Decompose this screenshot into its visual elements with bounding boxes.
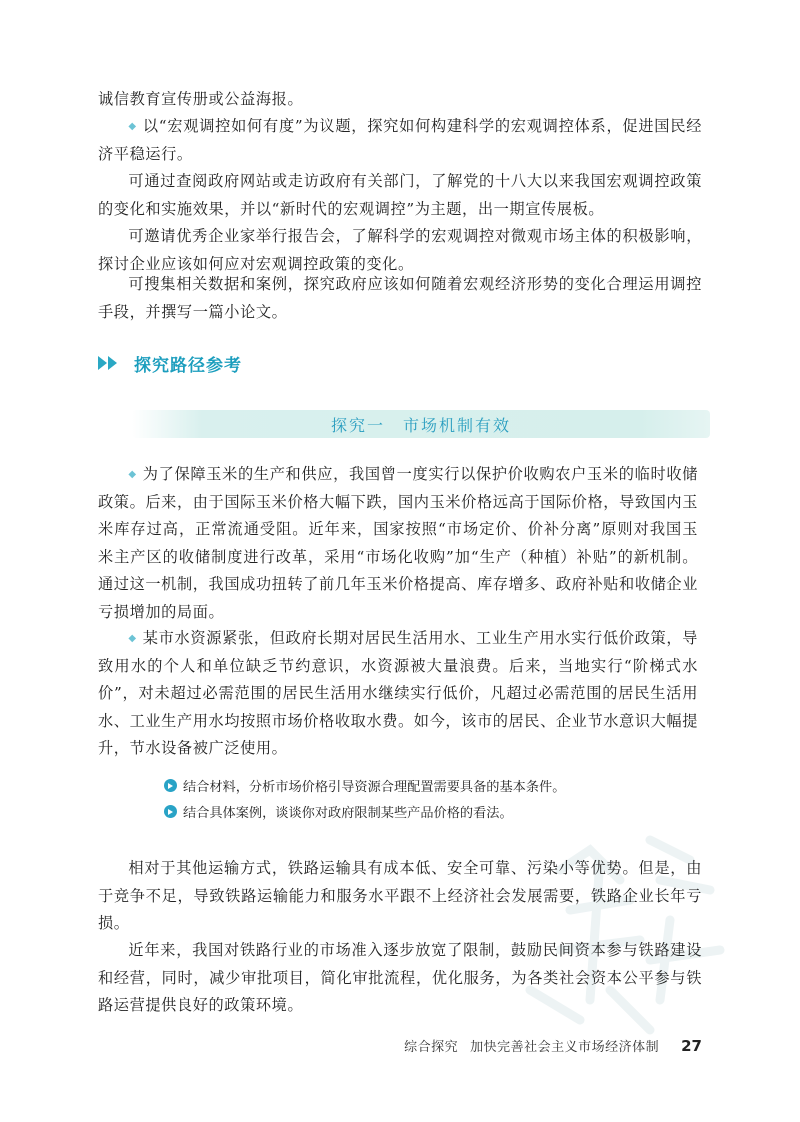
topic-text: 以“宏观调控如何有度”为议题，探究如何构建科学的宏观调控体系，促进国民经济平稳运行。 bbox=[98, 117, 702, 163]
paragraph-railway-2: 近年来，我国对铁路行业的市场准入逐步放宽了限制，鼓励民间资本参与铁路建设和经营，同时，减少审批项目，简化审批流程，优化服务，为各类社会资本公平参与铁路运营提供良好的政策环境。 bbox=[98, 941, 702, 1014]
case-corn-text: 为了保障玉米的生产和供应，我国曾一度实行以保护价收购农户玉米的临时收储政策。后来，由于国际玉米价格大幅下跌，国内玉米价格远高于国际价格，导致国内玉米库存过高，正常流通受阻。近年来，国家按照“市场定价、价补分离”原则对我国玉米主产区的收储制度进行改革，采用“市场化收购”加“生产（种植）补贴”的新机制。通过这一机制，我国成功扭转了前几年玉米价格提高、库存增多、政府补贴和收储企业亏损增加的局面。 bbox=[98, 465, 698, 621]
page-footer bbox=[404, 1036, 702, 1055]
case-corn bbox=[98, 461, 698, 626]
question-1 bbox=[164, 776, 565, 795]
play-circle-icon bbox=[164, 779, 177, 792]
section-title: 探究路径参考 bbox=[134, 355, 242, 376]
case-water bbox=[98, 625, 698, 763]
footer-section: 综合探究 bbox=[404, 1040, 459, 1055]
question-2-text: 结合具体案例，谈谈你对政府限制某些产品价格的看法。 bbox=[183, 806, 513, 821]
paragraph-method-1: 可通过查阅政府网站或走访政府有关部门，了解党的十八大以来我国宏观调控政策的变化和实施效果，并以“新时代的宏观调控”为主题，出一期宣传展板。 bbox=[98, 172, 702, 218]
question-1-text: 结合材料，分析市场价格引导资源合理配置需要具备的基本条件。 bbox=[183, 780, 566, 795]
page-number: 27 bbox=[681, 1037, 702, 1055]
play-circle-icon bbox=[164, 805, 177, 818]
diamond-bullet-icon: ◆ bbox=[128, 469, 137, 480]
inquiry-banner bbox=[132, 410, 710, 438]
double-arrow-icon bbox=[98, 356, 118, 370]
paragraph-method-3: 可搜集相关数据和案例，探究政府应该如何随着宏观经济形势的变化合理运用调控手段，并撰写一篇小论文。 bbox=[98, 275, 702, 321]
footer-chapter: 加快完善社会主义市场经济体制 bbox=[470, 1040, 660, 1055]
section-heading bbox=[98, 348, 242, 378]
paragraph-railway-1: 相对于其他运输方式，铁路运输具有成本低、安全可靠、污染小等优势。但是，由于竞争不足，导致铁路运输能力和服务水平跟不上经济社会发展需要，铁路企业长年亏损。 bbox=[98, 859, 702, 932]
paragraph-intro-end: 诚信教育宣传册或公益海报。 bbox=[98, 90, 304, 108]
paragraph-method-2: 可邀请优秀企业家举行报告会，了解科学的宏观调控对微观市场主体的积极影响，探讨企业应该如何应对宏观调控政策的变化。 bbox=[98, 227, 702, 273]
banner-title: 探究一 市场机制有效 bbox=[330, 415, 511, 435]
diamond-bullet-icon: ◆ bbox=[128, 633, 137, 644]
case-water-text: 某市水资源紧张，但政府长期对居民生活用水、工业生产用水实行低价政策，导致用水的个人和单位缺乏节约意识，水资源被大量浪费。后来，当地实行“阶梯式水价”，对未超过必需范围的居民生活用水继续实行低价，凡超过必需范围的居民生活用水、工业生产用水均按照市场价格收取水费。如今，该市的居民、企业节水意识大幅提升，节水设备被广泛使用。 bbox=[98, 629, 698, 757]
topic-bullet-paragraph bbox=[98, 113, 702, 168]
diamond-bullet-icon: ◆ bbox=[128, 121, 137, 132]
question-2 bbox=[164, 802, 513, 821]
